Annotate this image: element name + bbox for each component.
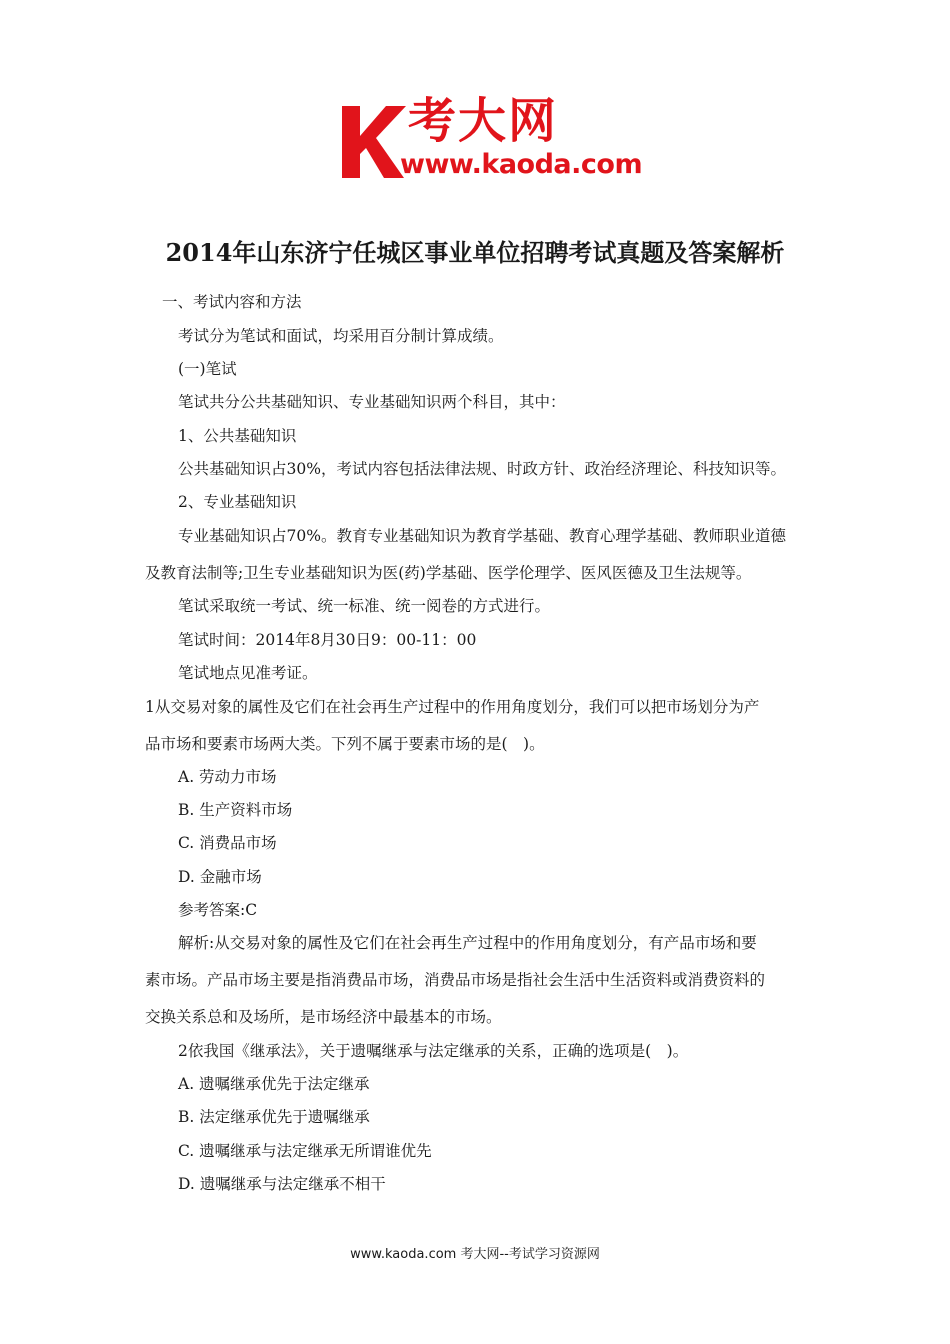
question-option: A. 遗嘱继承优先于法定继承 bbox=[178, 1075, 370, 1093]
analysis: 解析:从交易对象的属性及它们在社会再生产过程中的作用角度划分，有产品市场和要 bbox=[178, 934, 757, 952]
question-stem: 2依我国《继承法》，关于遗嘱继承与法定继承的关系，正确的选项是( )。 bbox=[178, 1042, 689, 1060]
question-option: B. 生产资料市场 bbox=[178, 801, 293, 819]
logo-url: www.kaoda.com bbox=[400, 149, 643, 180]
paragraph: 笔试采取统一考试、统一标准、统一阅卷的方式进行。 bbox=[178, 597, 551, 615]
page-footer: www.kaoda.com 考大网--考试学习资源网 bbox=[350, 1247, 600, 1262]
subsection-heading: 2、专业基础知识 bbox=[178, 493, 297, 511]
question-option: A. 劳动力市场 bbox=[178, 768, 277, 786]
kaoda-logo bbox=[338, 92, 668, 192]
paragraph: 考试分为笔试和面试，均采用百分制计算成绩。 bbox=[178, 327, 504, 345]
question-option: D. 金融市场 bbox=[178, 868, 262, 886]
subsection-heading: (一)笔试 bbox=[178, 360, 237, 378]
answer: 参考答案:C bbox=[178, 901, 258, 919]
question-stem: 品市场和要素市场两大类。下列不属于要素市场的是( )。 bbox=[145, 735, 545, 753]
question-stem: 1从交易对象的属性及它们在社会再生产过程中的作用角度划分，我们可以把市场划分为产 bbox=[145, 698, 760, 716]
question-option: C. 消费品市场 bbox=[178, 834, 277, 852]
analysis: 素市场。产品市场主要是指消费品市场，消费品市场是指社会生活中生活资料或消费资料的 bbox=[145, 971, 766, 989]
paragraph: 笔试地点见准考证。 bbox=[178, 664, 318, 682]
paragraph: 笔试时间：2014年8月30日9：00-11：00 bbox=[178, 631, 477, 649]
kaoda-k-icon bbox=[338, 100, 408, 180]
question-option: B. 法定继承优先于遗嘱继承 bbox=[178, 1108, 370, 1126]
paragraph: 笔试共分公共基础知识、专业基础知识两个科目，其中： bbox=[178, 393, 566, 411]
section-heading: 一、考试内容和方法 bbox=[162, 293, 302, 311]
paragraph: 及教育法制等;卫生专业基础知识为医(药)学基础、医学伦理学、医风医德及卫生法规等。 bbox=[145, 564, 752, 582]
analysis: 交换关系总和及场所，是市场经济中最基本的市场。 bbox=[145, 1008, 502, 1026]
question-option: D. 遗嘱继承与法定继承不相干 bbox=[178, 1175, 386, 1193]
paragraph: 公共基础知识占30%，考试内容包括法律法规、时政方针、政治经济理论、科技知识等。 bbox=[178, 460, 786, 478]
question-option: C. 遗嘱继承与法定继承无所谓谁优先 bbox=[178, 1142, 432, 1160]
logo-chinese-name: 考大网 bbox=[408, 93, 559, 149]
paragraph: 专业基础知识占70%。教育专业基础知识为教育学基础、教育心理学基础、教师职业道德 bbox=[178, 527, 786, 545]
subsection-heading: 1、公共基础知识 bbox=[178, 427, 297, 445]
page-title: 2014年山东济宁任城区事业单位招聘考试真题及答案解析 bbox=[165, 238, 785, 267]
